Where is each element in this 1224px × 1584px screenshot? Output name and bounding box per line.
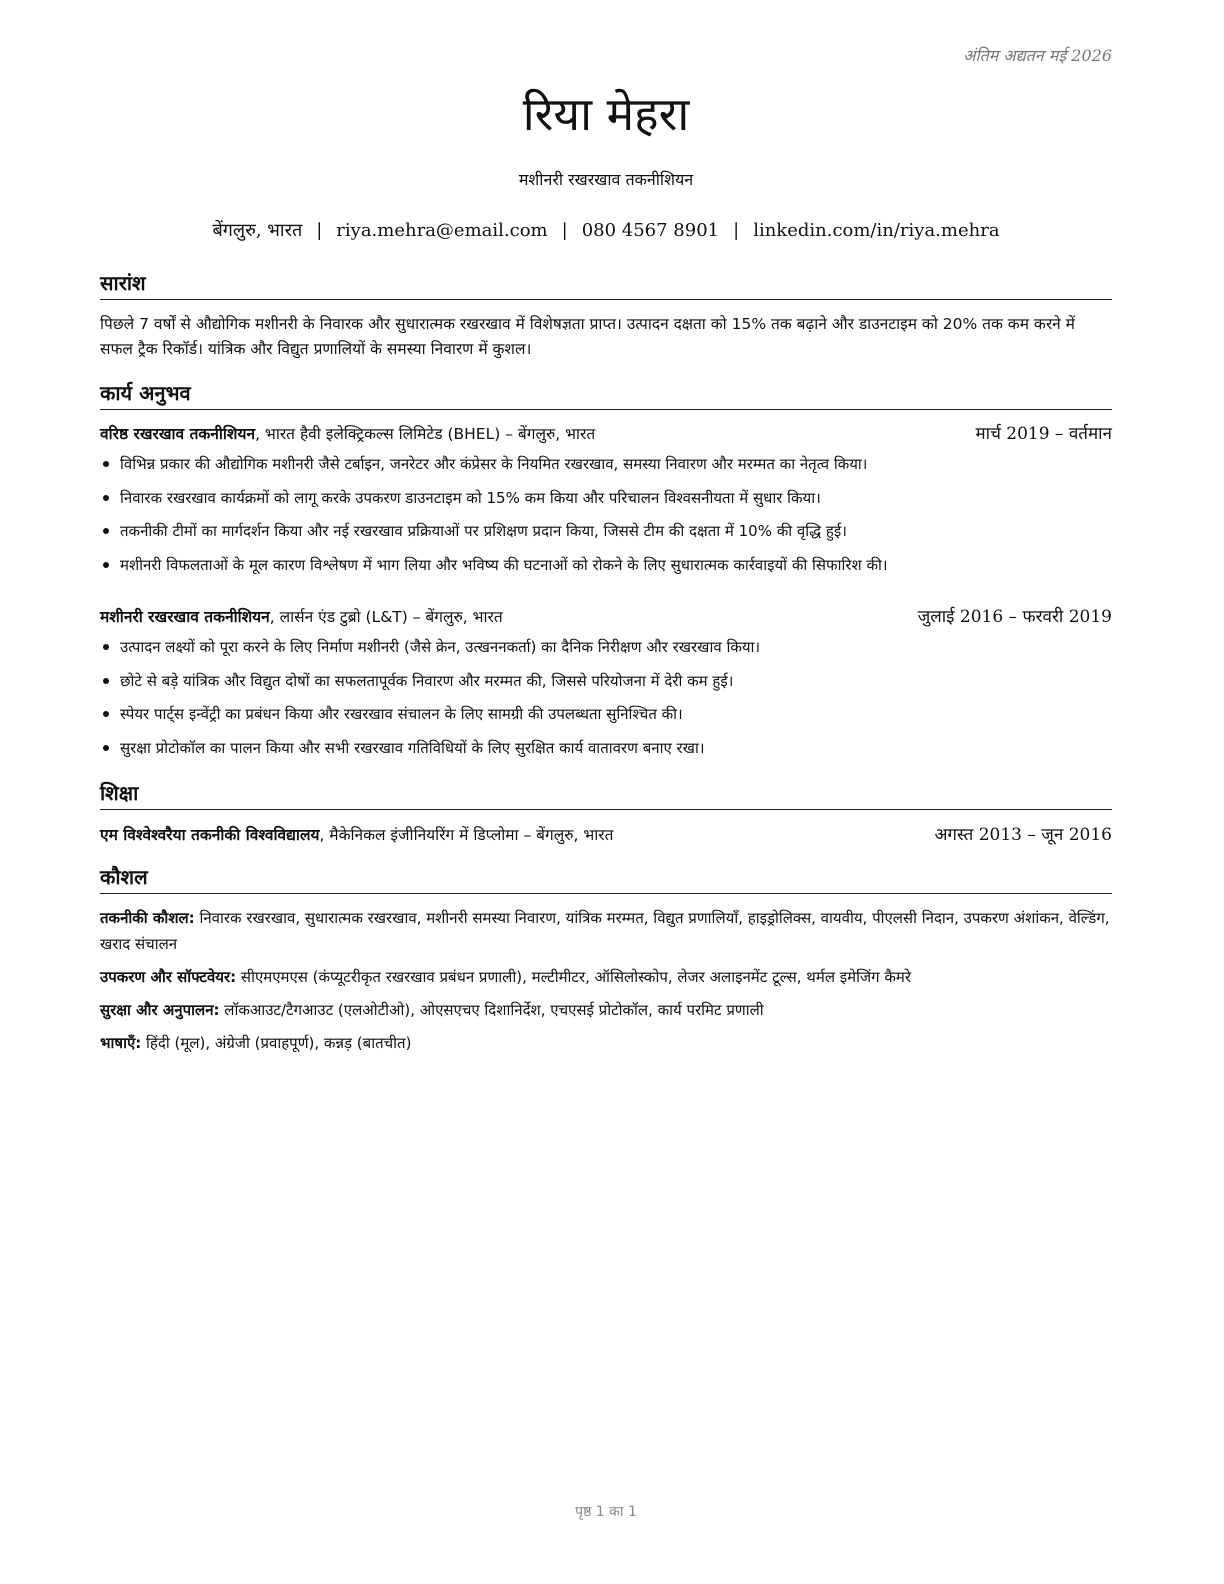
contact-separator: | [561,220,568,241]
summary-heading: सारांश [100,270,1112,300]
skills-heading: कौशल [100,864,1112,894]
contact-separator: | [316,220,323,241]
bullet-text: स्पेयर पार्ट्स इन्वेंट्री का प्रबंधन किया और रखरखाव संचालन के लिए सामग्री की उपलब्धता सुनिश्चित की। [120,705,683,723]
job-entry [100,421,1112,585]
bullet-icon [103,495,109,501]
education-entry [100,822,1112,848]
bullet-icon [103,528,109,534]
contact-email[interactable]: riya.mehra@email.com [336,220,548,241]
contact-linkedin[interactable]: linkedin.com/in/riya.mehra [753,220,1000,241]
job-bullets [100,634,1112,761]
job-role: वरिष्ठ रखरखाव तकनीशियन [100,425,256,443]
list-item [100,451,1112,477]
job-role: मशीनरी रखरखाव तकनीशियन [100,608,270,626]
job-dates: जुलाई 2016 – फरवरी 2019 [917,607,1112,627]
job-entry [100,604,1112,768]
resume-page [100,0,1112,1584]
skill-row [100,905,1112,957]
job-header [100,604,1112,630]
job-header [100,421,1112,447]
bullet-text: मशीनरी विफलताओं के मूल कारण विश्लेषण में भाग लिया और भविष्य की घटनाओं को रोकने के लिए सुधारात्मक कार्रवाइयों की सिफारिश की। [120,555,888,574]
skill-value: निवारक रखरखाव, सुधारात्मक रखरखाव, मशीनरी समस्या निवारण, यांत्रिक मरम्मत, विद्युत प्रणालियाँ, हाइड्रोलिक्स, वायवीय, पीएलसी निदान, उपकरण अंशांकन, वेल्डिंग, खराद संचालन [100,909,1110,953]
last-updated: अंतिम अद्यतन मई 2026 [963,46,1112,65]
skill-label: सुरक्षा और अनुपालन: [100,1001,220,1019]
bullet-text: विभिन्न प्रकार की औद्योगिक मशीनरी जैसे टर्बाइन, जनरेटर और कंप्रेसर के नियमित रखरखाव, समस्या निवारण और मरम्मत का नेतृत्व किया। [120,455,868,473]
skill-value: लॉकआउट/टैगआउट (एलओटीओ), ओएसएचए दिशानिर्देश, एचएसई प्रोटोकॉल, कार्य परमिट प्रणाली [219,1001,764,1019]
education-detail: , मैकेनिकल इंजीनियरिंग में डिप्लोमा – बेंगलुरु, भारत [319,826,614,844]
education-line [100,822,1112,848]
skill-label: भाषाएँ: [100,1034,142,1052]
experience-heading: कार्य अनुभव [100,380,1112,410]
list-item [100,634,1112,660]
list-item [100,668,1112,694]
bullet-text: निवारक रखरखाव कार्यक्रमों को लागू करके उपकरण डाउनटाइम को 15% कम किया और परिचालन विश्वसनीयता में सुधार किया। [120,488,821,507]
contact-phone: 080 4567 8901 [581,220,720,241]
list-item [100,701,1112,727]
list-item [100,485,1112,511]
bullet-icon [103,711,109,717]
job-company: , भारत हैवी इलेक्ट्रिकल्स लिमिटेड (BHEL) – बेंगलुरु, भारत [255,425,596,443]
education-dates: अगस्त 2013 – जून 2016 [934,825,1112,845]
education-school: एम विश्वेश्वरैया तकनीकी विश्वविद्यालय [100,826,320,844]
bullet-icon [103,562,109,568]
skill-label: उपकरण और सॉफ्टवेयर: [100,968,237,986]
job-dates: मार्च 2019 – वर्तमान [975,424,1112,444]
bullet-text: तकनीकी टीमों का मार्गदर्शन किया और नई रखरखाव प्रक्रियाओं पर प्रशिक्षण प्रदान किया, जिससे टीम की दक्षता में 10% की वृद्धि हुई। [120,522,847,540]
bullet-text: छोटे से बड़े यांत्रिक और विद्युत दोषों का सफलतापूर्वक निवारण और मरम्मत की, जिससे परियोजना में देरी कम हुई। [120,671,734,690]
list-item [100,735,1112,761]
bullet-icon [103,644,109,650]
bullet-icon [103,745,109,751]
contact-location: बेंगलुरु, भारत [212,220,303,241]
job-bullets [100,451,1112,578]
list-item [100,518,1112,544]
summary-section [100,312,1112,362]
summary-text: पिछले 7 वर्षों से औद्योगिक मशीनरी के निवारक और सुधारात्मक रखरखाव में विशेषज्ञता प्राप्त। उत्पादन दक्षता को 15% तक बढ़ाने और डाउनटाइम को 20% तक कम करने में सफल ट्रैक रिकॉर्ड। यांत्रिक और विद्युत प्रणालियों के समस्या निवारण में कुशल। [100,315,1075,358]
education-heading: शिक्षा [100,780,1112,810]
list-item [100,552,1112,578]
skill-row [100,1030,1112,1056]
bullet-text: उत्पादन लक्ष्यों को पूरा करने के लिए निर्माण मशीनरी (जैसे क्रेन, उत्खननकर्ता) का दैनिक निरीक्षण और रखरखाव किया। [120,638,761,656]
bullet-icon [103,678,109,684]
contact-separator: | [733,220,740,241]
skill-row [100,997,1112,1023]
contact-line [100,218,1112,242]
skill-row [100,964,1112,990]
skill-value: हिंदी (मूल), अंग्रेजी (प्रवाहपूर्ण), कन्नड़ (बातचीत) [141,1034,412,1052]
page-footer: पृष्ठ 1 का 1 [575,1504,637,1520]
job-company: , लार्सन एंड टुब्रो (L&T) – बेंगलुरु, भारत [269,608,503,626]
candidate-name: रिया मेहरा [522,87,690,141]
skills-section [100,905,1112,1063]
bullet-icon [103,461,109,467]
skill-label: तकनीकी कौशल: [100,909,195,927]
candidate-title: मशीनरी रखरखाव तकनीशियन [518,170,694,189]
bullet-text: सुरक्षा प्रोटोकॉल का पालन किया और सभी रखरखाव गतिविधियों के लिए सुरक्षित कार्य वातावरण बनाए रखा। [120,738,705,757]
skill-value: सीएमएमएस (कंप्यूटरीकृत रखरखाव प्रबंधन प्रणाली), मल्टीमीटर, ऑसिलोस्कोप, लेजर अलाइनमेंट टूल्स, थर्मल इमेजिंग कैमरे [236,968,911,986]
